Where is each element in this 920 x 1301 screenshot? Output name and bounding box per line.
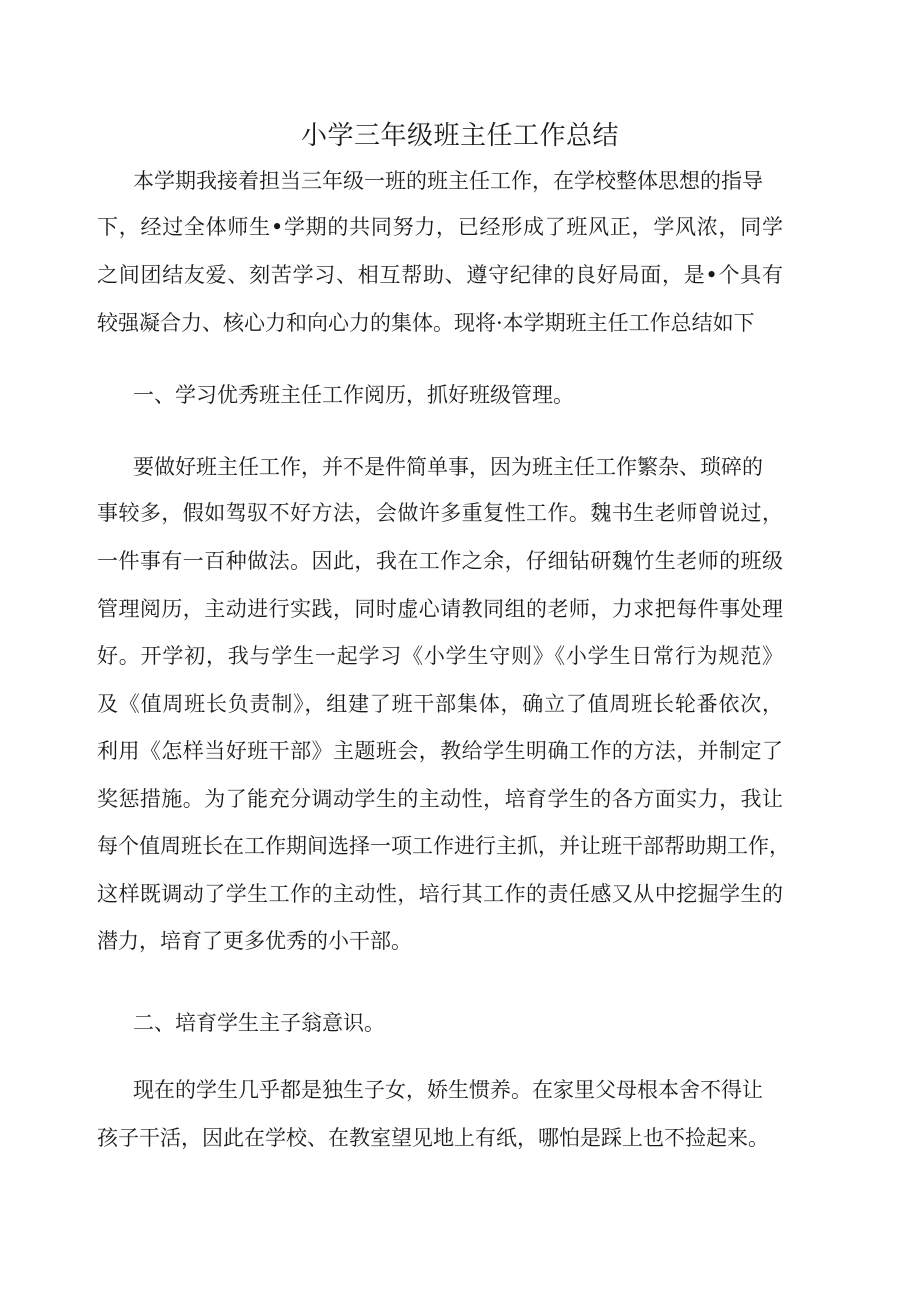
paragraph-line: 及《值周班长负责制》，组建了班干部集体，确立了值周班长轮番依次， (97, 692, 783, 716)
intro-line: 较强凝合力、核心力和向心力的集体。现将·本学期班主任工作总结如下 (97, 311, 755, 335)
paragraph-line: 孩子干活，因此在学校、在教室望见地上有纸，哪怕是踩上也不捡起来。 (97, 1126, 769, 1150)
paragraph-line: 这样既调动了学生工作的主动性，培行其工作的责任感又从中挖掘学生的 (97, 882, 783, 906)
intro-line: 之间团结友爱、刻苦学习、相互帮助、遵守纪律的良好局面，是•个具有 (97, 263, 783, 287)
paragraph-line: 奖惩措施。为了能充分调动学生的主动性，培育学生的各方面实力，我让 (97, 787, 783, 811)
intro-line: 本学期我接着担当三年级一班的班主任工作，在学校整体思想的指导 (133, 169, 763, 193)
section-heading: 一、学习优秀班主任工作阅历，抓好班级管理。 (133, 383, 574, 407)
paragraph-line: 要做好班主任工作，并不是件简单事，因为班主任工作繁杂、琐碎的 (133, 455, 763, 479)
paragraph-line: 潜力，培育了更多优秀的小干部。 (97, 929, 412, 953)
paragraph-line: 好。开学初，我与学生一起学习《小学生守则》《小学生日常行为规范》 (97, 644, 783, 668)
paragraph-line: 利用《怎样当好班干部》主题班会，教给学生明确工作的方法，并制定了 (97, 739, 783, 763)
intro-line: 下，经过全体师生•学期的共同努力，已经形成了班风正，学风浓，同学 (97, 215, 783, 239)
paragraph-line: 每个值周班长在工作期间选择一项工作进行主抓，并让班干部帮助期工作， (97, 834, 790, 858)
paragraph-line: 事较多，假如驾驭不好方法，会做许多重复性工作。魏书生老师曾说过， (97, 501, 783, 525)
document-title: 小学三年级班主任工作总结 (300, 121, 619, 151)
paragraph-line: 管理阅历，主动进行实践，同时虚心请教同组的老师，力求把每件事处理 (97, 597, 783, 621)
paragraph-line: 现在的学生几乎都是独生子女，娇生惯养。在家里父母根本舍不得让 (133, 1078, 763, 1102)
paragraph-line: 一件事有一百种做法。因此，我在工作之余，仔细钻研魏竹生老师的班级 (97, 549, 783, 573)
section-heading: 二、培育学生主子翁意识。 (133, 1011, 385, 1035)
